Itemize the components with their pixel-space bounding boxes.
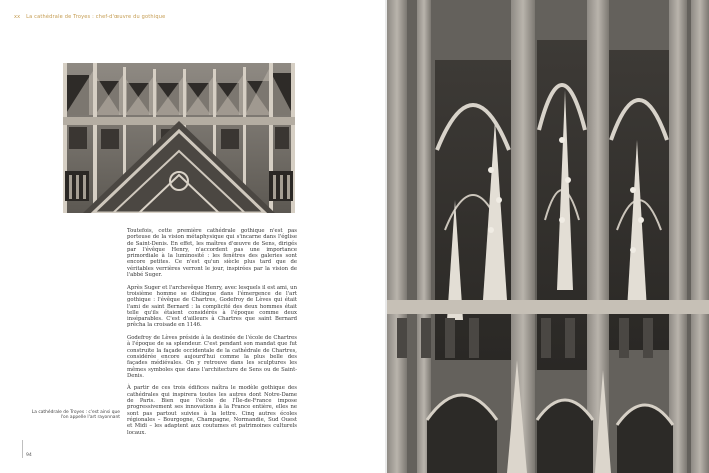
right-page: [387, 0, 709, 473]
running-head-page-number: xx: [14, 14, 21, 20]
paragraph: Toutefois, cette première cathédrale gothique n'est pas porteuse de la vision métaphysique qui s'incarne dans l'église de Saint-Denis. En effet, les maîtres d'œuvre de Sens, dirigés par l'évêque Henry, n'accordent pas une importance primordiale à la luminosité : les fenêtres des galeries sont encore petites. Ce n'est qu'un siècle plus tard que de véritables verrières verront le jour, inspirées par la vision de l'abbé Suger.: [127, 228, 297, 279]
running-head: [14, 14, 165, 20]
paragraph: À partir de ces trois édifices naîtra le modèle gothique des cathédrales qui inspirera toutes les autres dont Notre-Dame de Paris. Bien que l'école de l'Île-de-France impose progressivement ses innovations à la France entière, elles ne sont pas partout suivies à la lettre. Cinq autres écoles régionales – Bourgogne, Champagne, Normandie, Sud Ouest et Midi – les adaptent aux coutumes et patrimoines culturels locaux.: [127, 385, 297, 436]
article-body: [127, 228, 297, 442]
paragraph: Godefroy de Lèves préside à la destinée de l'école de Chartres à l'époque de sa splendeur. C'est pendant son mandat que fut construite la façade occidentale de la cathédrale de Chartres, considérée encore aujourd'hui comme la plus belle des façades médiévales. On y retrouve dans les sculptures les mêmes symboles que dans l'architecture de Sens ou de Saint-Denis.: [127, 335, 297, 379]
cathedral-pinnacles-photo: [387, 0, 709, 473]
cathedral-pinnacles-image: [387, 0, 709, 473]
page-number: [22, 440, 32, 458]
paragraph: Après Suger et l'archevêque Henry, avec lesquels il est ami, un troisième homme se distingue dans l'émergence de l'art gothique : l'évêque de Chartres, Godefroy de Lèves qui était l'ami de saint Bernard : la complicité des deux hommes était telle qu'ils étaient considérés à l'époque comme deux inséparables. C'est d'ailleurs à Chartres que saint Bernard prêcha la croisade en 1146.: [127, 284, 297, 329]
cathedral-facade-image: [63, 63, 295, 213]
running-head-title: La cathédrale de Troyes : chef-d'œuvre du gothique: [26, 14, 166, 20]
cathedral-facade-photo: [63, 63, 295, 213]
photo-caption: La cathédrale de Troyes : c'est ainsi que l'on appelle l'art rayonnant: [31, 410, 120, 421]
page-number-text: 94: [26, 453, 32, 458]
